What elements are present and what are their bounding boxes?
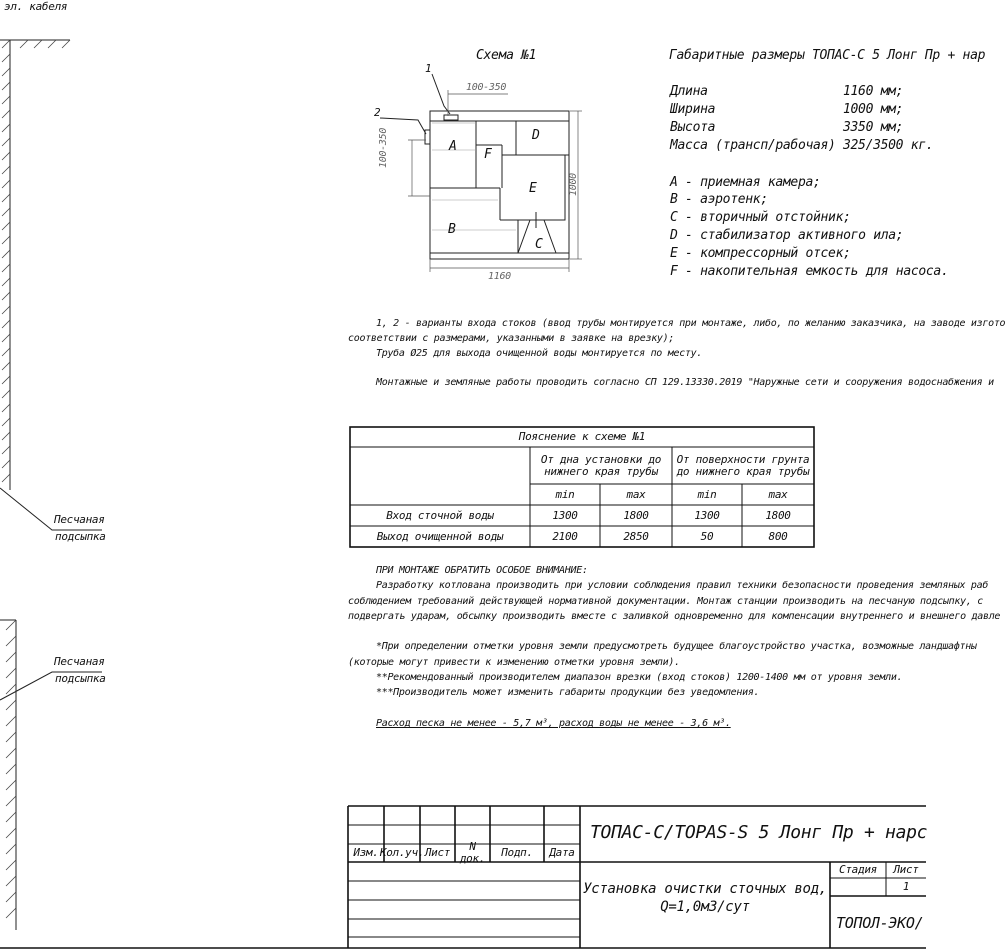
legend-a: A - приемная камера; <box>670 175 821 190</box>
dim-height: 1000 <box>568 173 579 196</box>
table-min-1: min <box>555 487 575 501</box>
section-b: B <box>448 222 456 237</box>
note-4: Монтажные и земляные работы проводить согласно СП 129.13330.2019 "Наружные сети и сооружения водоснабжения и <box>376 377 994 388</box>
pit-wall-hatch <box>2 40 70 918</box>
stamp-description-2: Q=1,0м3/сут <box>660 899 750 915</box>
footnote-1: *При определении отметки уровня земли предусмотреть будущее благоустройство участка, возможные ландшафтны <box>376 641 977 652</box>
sand-label-1a: Песчаная <box>54 513 105 526</box>
callout-2: 2 <box>374 106 381 119</box>
footnote-4: ***Производитель может изменить габариты продукции без уведомления. <box>376 687 760 698</box>
table-max-1: max <box>626 487 646 501</box>
dim-width: 1160 <box>488 271 511 282</box>
dim-top: 100-350 <box>466 82 507 93</box>
legend-f: F - накопительная емкость для насоса. <box>670 264 949 279</box>
table-row-inflow-v1: 1300 <box>552 508 578 522</box>
stamp-col-kol: Кол.уч. <box>379 846 425 859</box>
table-min-2: min <box>697 487 717 501</box>
dim-width-label: Ширина <box>670 102 716 117</box>
dim-side: 100-350 <box>378 127 389 168</box>
attention-line-1: Разработку котлована производить при условии соблюдения правил техники безопасности проведения земляных раб <box>376 580 989 591</box>
pit-wall-section <box>0 40 70 930</box>
section-a: A <box>449 139 457 154</box>
dimensions-title: Габаритные размеры ТОПАС-С 5 Лонг Пр + нар <box>669 48 986 63</box>
stamp-list: Лист <box>893 863 919 876</box>
attention-line-3: подвергать ударам, обсыпку производить вместе с заливкой одновременно для компенсации внутреннего и внешнего давле <box>348 611 1001 622</box>
table-row-inflow-v2: 1800 <box>623 508 649 522</box>
note-3: Труба Ø25 для выхода очищенной воды монтируется по месту. <box>376 348 703 359</box>
stamp-col-podp: Подп. <box>501 846 533 859</box>
table-row-outflow-v2: 2850 <box>623 529 649 543</box>
stamp-col-list: Лист <box>424 846 451 859</box>
section-e: E <box>529 181 537 196</box>
stamp-col-ndok: N док. <box>459 840 486 865</box>
table-title: Пояснение к схеме №1 <box>518 430 646 443</box>
scheme-hatch <box>432 123 516 230</box>
footnote-2: (которые могут привести к изменению отметки уровня земли). <box>348 657 680 668</box>
table-row-outflow-label: Выход очищенной воды <box>376 529 504 543</box>
table-row-outflow-v1: 2100 <box>552 529 578 543</box>
stamp-stadiya: Стадия <box>839 863 877 876</box>
dim-length-label: Длина <box>670 84 708 99</box>
callout-1: 1 <box>425 62 432 75</box>
sand-water-consumption: Расход песка не менее - 5,7 м³, расход воды не менее - 3,6 м³. <box>376 718 731 729</box>
legend-d: D - стабилизатор активного ила; <box>670 228 904 243</box>
dim-mass-label: Масса (трансп/рабочая) <box>670 138 836 153</box>
table-row-inflow-v3: 1300 <box>694 508 720 522</box>
attention-line-2: соблюдением требований действующей нормативной документации. Монтаж станции производить на песчаную подсыпку, с <box>348 596 983 607</box>
dim-height-value: 3350 мм; <box>843 120 904 135</box>
stamp-col-izm: Изм. <box>353 846 379 859</box>
scheme-title: Схема №1 <box>476 48 537 63</box>
scheme-pipes <box>380 74 458 144</box>
stamp-company: ТОПОЛ-ЭКО/ <box>836 914 924 932</box>
dim-mass-value: 325/3500 кг. <box>843 138 934 153</box>
dim-width-value: 1000 мм; <box>843 102 904 117</box>
stamp-description-1: Установка очистки сточных вод, <box>583 881 827 897</box>
legend-c: C - вторичный отстойник; <box>670 210 851 225</box>
note-2: соответствии с размерами, указанными в заявке на врезку); <box>348 333 675 344</box>
table-row-outflow-v3: 50 <box>700 529 714 543</box>
dim-length-value: 1160 мм; <box>843 84 904 99</box>
table-max-2: max <box>768 487 788 501</box>
table-row-inflow-label: Вход сточной воды <box>386 508 494 522</box>
attention-heading: ПРИ МОНТАЖЕ ОБРАТИТЬ ОСОБОЕ ВНИМАНИЕ: <box>376 565 588 576</box>
section-c: C <box>535 237 543 252</box>
stamp-col-data: Дата <box>549 846 575 859</box>
note-1: 1, 2 - варианты входа стоков (ввод трубы монтируется при монтаже, либо, по желанию заказчика, на заводе изгото <box>376 318 1005 329</box>
table-group-1: От дна установки до нижнего края трубы <box>540 452 662 478</box>
legend-b: B - аэротенк; <box>670 192 768 207</box>
section-d: D <box>532 128 540 143</box>
table-row-inflow-v4: 1800 <box>765 508 791 522</box>
table-row-outflow-v4: 800 <box>768 529 788 543</box>
stamp-list-number: 1 <box>902 880 910 893</box>
legend-e: E - компрессорный отсек; <box>670 246 851 261</box>
sand-label-2b: подсыпка <box>55 672 106 685</box>
footnote-3: **Рекомендованный производителем диапазон врезки (вход стоков) 1200-1400 мм от уровня земли. <box>376 672 903 683</box>
cable-label: эл. кабеля <box>4 0 68 13</box>
dim-height-label: Высота <box>670 120 716 135</box>
sand-label-1b: подсыпка <box>55 530 106 543</box>
scheme-dimension-lines <box>408 90 582 272</box>
sand-label-2a: Песчаная <box>54 655 105 668</box>
stamp-product-name: ТОПАС-С/TOPAS-S 5 Лонг Пр + нарс <box>590 822 928 843</box>
table-group-2: От поверхности грунта до нижнего края трубы <box>676 452 810 478</box>
section-f: F <box>484 147 492 162</box>
